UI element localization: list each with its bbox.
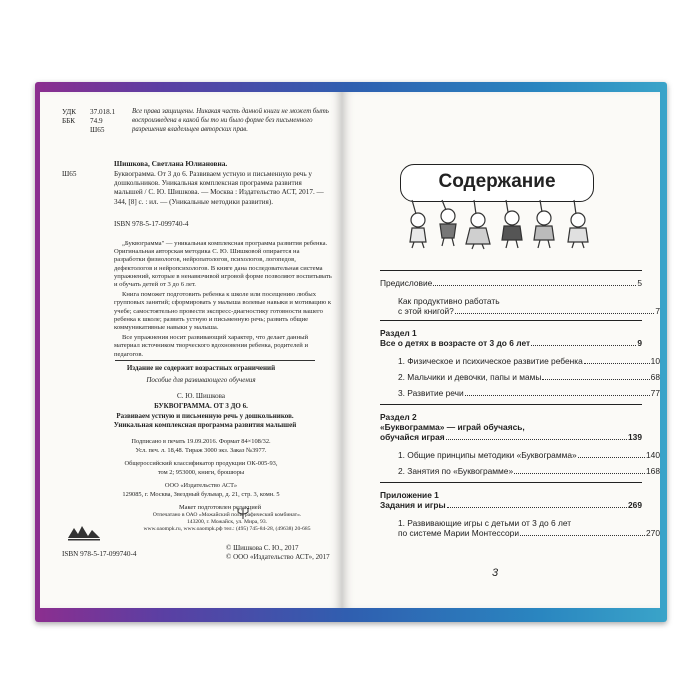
toc-leader-dots xyxy=(465,395,650,396)
copyright-line: © Шишкова С. Ю., 2017 xyxy=(226,544,299,552)
toc-leader-dots xyxy=(514,473,645,474)
toc-entry-page: 10 xyxy=(650,356,660,366)
toc-entry-label: Раздел 2 xyxy=(380,412,417,422)
printer-info xyxy=(132,512,322,533)
toc-entry-label: по системе Марии Монтессори xyxy=(398,528,520,538)
toc-entry-label: Предисловие xyxy=(380,278,433,288)
toc-entry xyxy=(380,528,660,538)
toc-entry xyxy=(380,372,660,382)
toc-entry-label: 1. Физическое и психическое развитие ребенка xyxy=(398,356,583,366)
toc-entry-page: 270 xyxy=(646,528,660,538)
maket-note: Макет подготовлен редакцией xyxy=(178,504,262,511)
toc-entry-page: 140 xyxy=(646,450,660,460)
annotation-paragraph: Книга поможет подготовить ребенка к школе или посещению любых групповых занятий; сформировать у малыша волевые навыки и мотивацию к учебе; самостоятельно провести экспресс-диагностику готовности вашего ребенка к школе; развить устную и письменную речь; развить общие коммуникативные навыки у малыша. xyxy=(114,291,332,332)
printer-logo-icon xyxy=(66,524,102,542)
toc-entry-label: Задания и игры xyxy=(380,500,446,510)
toc-entry-page: 139 xyxy=(628,432,642,442)
printer-line: 143200, г. Можайск, ул. Мира, 93. xyxy=(186,519,268,525)
divider xyxy=(115,360,315,361)
toc-entry-label: 1. Общие принципы методики «Буквограмма» xyxy=(398,450,577,460)
trident-icon xyxy=(236,506,250,520)
annotation xyxy=(114,240,332,361)
toc-entry-label: Как продуктивно работать xyxy=(398,296,500,306)
toc-entry xyxy=(380,306,660,316)
author-mark: Ш65 xyxy=(62,170,77,178)
publisher: ООО «Издательство АСТ» xyxy=(164,482,238,489)
toc-entry-page: 269 xyxy=(628,500,642,510)
copyright-page xyxy=(40,92,342,608)
printer-line: Отпечатано в ОАО «Можайский полиграфический комбинат». xyxy=(152,512,302,518)
toc-leader-dots xyxy=(531,345,636,346)
publisher-address: 129085, г. Москва, Звездный бульвар, д. 21, стр. 3, комн. 5 xyxy=(122,491,280,498)
isbn-top: ISBN 978-5-17-099740-4 xyxy=(114,220,189,228)
toc-leader-dots xyxy=(578,457,645,458)
bbk-value: 74.9 xyxy=(90,117,103,126)
toc-entry xyxy=(380,422,642,432)
toc-entry xyxy=(380,412,642,422)
title-caps: БУКВОГРАММА. ОТ 3 ДО 6. xyxy=(154,402,248,410)
toc-leader-dots xyxy=(447,507,627,508)
contents-heading: Содержание xyxy=(438,171,556,192)
toc-entry-label: 3. Развитие речи xyxy=(398,388,464,398)
author-name: Шишкова, Светлана Юлиановна. xyxy=(114,159,228,168)
classifier-1: Общероссийский классификатор продукции ОК-005-93, xyxy=(124,460,278,467)
bibliographic-description: Буквограмма. От 3 до 6. Развиваем устную и письменную речь у дошкольников. Уникальная комплексная программа развития малышей / С. Ю. Шишкова. — Москва : Издательство АСТ, 2017. — 344, [8] с. : ил. — (Уникальные методики развития). xyxy=(114,170,324,206)
contents-page xyxy=(342,92,660,608)
toc-entry xyxy=(380,328,642,338)
toc-leader-dots xyxy=(584,363,650,364)
isbn-bottom: ISBN 978-5-17-099740-4 xyxy=(62,550,137,558)
toc-entry-label: Раздел 1 xyxy=(380,328,417,338)
toc-section-rule xyxy=(380,482,642,483)
toc-entry xyxy=(380,432,642,442)
contents-banner xyxy=(400,164,594,202)
classifier-2: том 2; 953000, книги, брошюры xyxy=(157,469,245,476)
toc-entry-label: 1. Развивающие игры с детьми от 3 до 6 лет xyxy=(398,518,572,528)
toc-entry-label: с этой книгой? xyxy=(398,306,454,316)
toc-entry xyxy=(380,450,660,460)
printer-line: www.oaompk.ru, www.oaompk.рф тел.: (495) 745-84-28, (49638) 20-685 xyxy=(143,526,311,532)
toc-entry-label: обучайся играя xyxy=(380,432,445,442)
toc-entry-label: 2. Мальчики и девочки, папы и мамы xyxy=(398,372,542,382)
toc-leader-dots xyxy=(446,439,627,440)
toc-entry xyxy=(380,338,642,348)
copyright-line: © ООО «Издательство АСТ», 2017 xyxy=(226,553,330,561)
udk-value: 37.018.1 xyxy=(90,108,116,116)
author-short: С. Ю. Шишкова xyxy=(177,392,225,400)
toc-entry xyxy=(380,466,660,476)
toc-entry-label: «Буквограмма» — играй обучаясь, xyxy=(380,422,525,432)
toc-entry xyxy=(380,500,642,510)
page-number: 3 xyxy=(492,567,499,579)
toc-leader-dots xyxy=(542,379,649,380)
toc-leader-dots xyxy=(455,313,654,314)
subtitle: Развиваем устную и письменную речь у дошкольников. Уникальная комплексная программа развития малышей xyxy=(113,412,297,429)
toc-entry-page: 77 xyxy=(650,388,660,398)
purpose-note: Пособие для развивающего обучения xyxy=(146,376,256,384)
udk-label: УДК xyxy=(62,108,77,116)
print-info-2: Усл. печ. л. 18,48. Тираж 3000 экз. Заказ №3977. xyxy=(135,447,267,454)
toc-entry xyxy=(380,388,660,398)
author-mark-value: Ш65 xyxy=(90,126,105,135)
toc-entry-label: Все о детях в возрасте от 3 до 6 лет xyxy=(380,338,531,348)
toc-entry-page: 168 xyxy=(646,466,660,476)
toc-entry xyxy=(380,278,642,288)
toc-entry-page: 7 xyxy=(655,306,660,316)
udk-block xyxy=(62,108,332,136)
author-mark-label xyxy=(62,126,90,135)
toc-entry-page: 5 xyxy=(637,278,642,288)
toc-leader-dots xyxy=(520,535,645,536)
toc-entry-page: 9 xyxy=(637,338,642,348)
toc-section-rule xyxy=(380,320,642,321)
toc-rule xyxy=(380,270,642,271)
print-info-1: Подписано в печать 19.09.2016. Формат 84×108/32. xyxy=(131,438,271,445)
copyright xyxy=(226,544,330,562)
toc-entry xyxy=(380,490,642,500)
age-note: Издание не содержит возрастных ограничений xyxy=(126,364,276,372)
toc-entry xyxy=(380,296,660,306)
toc-leader-dots xyxy=(433,285,636,286)
bbk-label: ББК xyxy=(62,117,76,126)
toc-section-rule xyxy=(380,404,642,405)
toc-entry-label: 2. Занятия по «Буквограмме» xyxy=(398,466,514,476)
rights-note: Все права защищены. Никакая часть данной книги не может быть воспроизведена в какой бы то ни было форме без письменного разрешения владельцев авторских прав. xyxy=(132,108,329,133)
toc-entry xyxy=(380,518,660,528)
toc-entry xyxy=(380,356,660,366)
annotation-paragraph: Все упражнения носит развивающий характер, что делает данный материал источником творческого вдохновения ребенка, родителей и педагогов. xyxy=(114,334,309,358)
annotation-paragraph: „Буквограмма" — уникальная комплексная программа развития ребенка. Оригинальная авторская методика С. Ю. Шишковой опирается на разработки физиологов, нейропатологов, психологов, логопедов, дефектологов и нейропсихологов. В книге дана последовательная система упражнений, которые в ненавязчивой игровой форме позволяют воспитывать и обучать детей от 3 до 6 лет. xyxy=(114,240,332,289)
toc-entry-label: Приложение 1 xyxy=(380,490,439,500)
children-illustration-icon xyxy=(392,198,602,250)
toc-entry-page: 68 xyxy=(650,372,660,382)
